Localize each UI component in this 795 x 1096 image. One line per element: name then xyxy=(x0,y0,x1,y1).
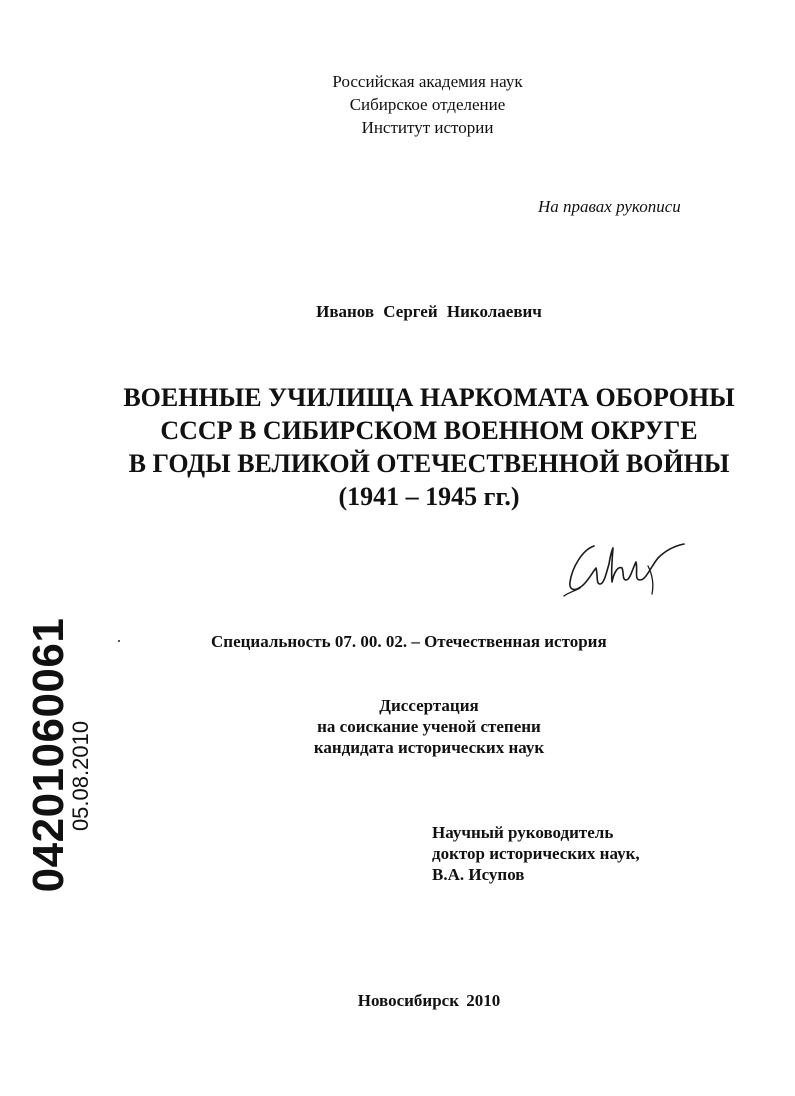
institution-line-branch: Сибирское отделение xyxy=(349,95,506,114)
degree-name: кандидата исторических наук xyxy=(313,738,545,757)
institution-line-academy: Российская академия наук xyxy=(332,72,523,91)
rights-note: На правах рукописи xyxy=(538,197,681,216)
dissertation-title xyxy=(0,381,795,513)
supervisor-degree: доктор исторических наук, xyxy=(432,844,640,863)
supervisor-name: В.А. Исупов xyxy=(432,865,525,884)
dissertation-label: Диссертация xyxy=(379,696,479,715)
title-line-1: ВОЕННЫЕ УЧИЛИЩА НАРКОМАТА ОБОРОНЫ xyxy=(123,383,735,412)
title-line-3: В ГОДЫ ВЕЛИКОЙ ОТЕЧЕСТВЕННОЙ ВОЙНЫ xyxy=(128,449,730,478)
city-year: Новосибирск 2010 xyxy=(357,991,501,1010)
speck xyxy=(118,640,120,642)
degree-line: на соискание ученой степени xyxy=(317,717,541,736)
author-name: Иванов Сергей Николаевич xyxy=(316,302,542,321)
supervisor-block xyxy=(432,822,640,885)
title-line-2: СССР В СИБИРСКОМ ВОЕННОМ ОКРУГЕ xyxy=(160,416,698,445)
supervisor-label: Научный руководитель xyxy=(432,823,614,842)
specialty-line: Специальность 07. 00. 02. – Отечественная история xyxy=(211,632,607,651)
institution-header xyxy=(0,70,795,139)
title-line-4: (1941 – 1945 гг.) xyxy=(338,482,520,511)
library-stamp-date: 05.08.2010 xyxy=(68,720,93,832)
institution-line-institute: Институт истории xyxy=(361,118,494,137)
handwritten-signature xyxy=(562,540,692,600)
library-stamp-code: 04201060061 xyxy=(24,617,73,893)
dissertation-info xyxy=(0,695,795,758)
